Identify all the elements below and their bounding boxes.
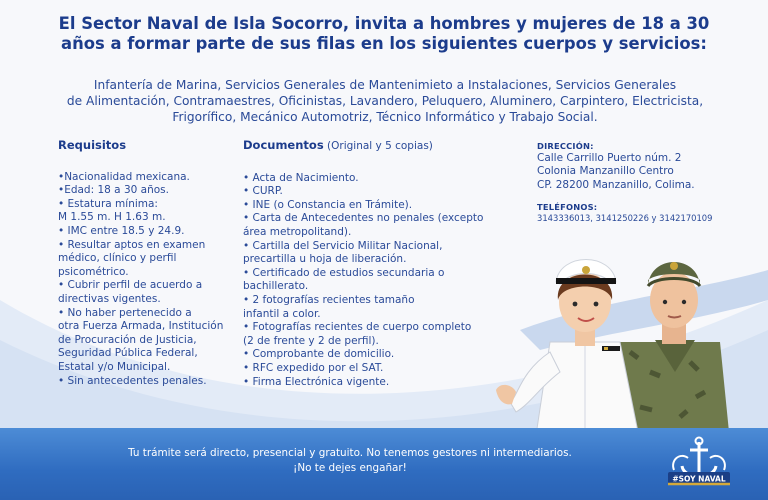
address-line-1: Calle Carrillo Puerto núm. 2 xyxy=(537,152,682,164)
headline-line-2: años a formar parte de sus filas en los siguientes cuerpos y servicios: xyxy=(61,34,707,53)
requirement-item: • Resultar aptos en examen médico, clínico y perfil psicométrico. xyxy=(58,238,206,278)
headline xyxy=(20,14,748,54)
documents-title: Documentos xyxy=(243,138,324,152)
headline-line-1: El Sector Naval de Isla Socorro, invita a hombres y mujeres de 18 a 30 xyxy=(58,14,710,33)
documents-heading xyxy=(243,139,503,154)
requirements-section xyxy=(58,139,233,388)
logo-text: #SOY NAVAL xyxy=(672,474,726,484)
document-item: • Firma Electrónica vigente. xyxy=(243,375,390,388)
document-item: • Cartilla del Servicio Militar Nacional, precartilla u hoja de liberación. xyxy=(243,239,443,266)
document-item: • CURP. xyxy=(243,185,283,198)
services-line-1: Infantería de Marina, Servicios Generales de Mantenimieto a Instalaciones, Servicios Generales xyxy=(93,78,677,92)
requirement-item: • IMC entre 18.5 y 24.9. xyxy=(58,224,185,237)
sailor-figure xyxy=(496,260,640,443)
requirement-item: • No haber pertenecido a otra Fuerza Armada, Institución de Procuración de Justicia, Seguridad Pública Federal, Estatal y/o Municipal. xyxy=(58,306,224,373)
requirement-item: • Sin antecedentes penales. xyxy=(58,374,207,387)
requirements-title: Requisitos xyxy=(58,138,127,152)
navy-personnel-illustration xyxy=(490,222,740,442)
documents-subtitle: (Original y 5 copias) xyxy=(327,140,433,152)
document-item: • Acta de Nacimiento. xyxy=(243,171,359,184)
documents-section xyxy=(243,139,503,389)
requirement-item: • Estatura mínima: M 1.55 m. H 1.63 m. xyxy=(58,197,166,224)
requirement-item: • Cubrir perfil de acuerdo a directivas vigentes. xyxy=(58,279,203,305)
requirement-item: •Edad: 18 a 30 años. xyxy=(58,184,169,197)
document-item: • Certificado de estudios secundaria o bachillerato. xyxy=(243,266,445,293)
address xyxy=(537,152,752,192)
footer-line-2: ¡No te dejes engañar! xyxy=(293,461,407,474)
services-line-2: de Alimentación, Contramaestres, Oficinistas, Lavandero, Peluquero, Aluminero, Carpintero, Electricista, xyxy=(66,94,704,108)
services-line-3: Frigorífico, Mecánico Automotriz, Técnico Informático y Trabajo Social. xyxy=(172,110,598,124)
document-item: • Fotografías recientes de cuerpo completo (2 de frente y 2 de perfil). xyxy=(243,321,472,347)
footer-line-1: Tu trámite será directo, presencial y gratuito. No tenemos gestores ni intermediarios. xyxy=(128,447,572,459)
phone-numbers: 3143336013, 3141250226 y 3142170109 xyxy=(537,212,713,223)
footer-message xyxy=(60,446,640,475)
document-item: • Comprobante de domicilio. xyxy=(243,348,395,361)
documents-list xyxy=(243,172,503,390)
document-item: • RFC expedido por el SAT. xyxy=(243,361,384,374)
requirements-list xyxy=(58,171,233,389)
document-item: • Carta de Antecedentes no penales (excepto área metropolitand). xyxy=(243,212,484,238)
address-label: DIRECCIÓN: xyxy=(537,141,594,151)
document-item: • 2 fotografías recientes tamaño infantil a color. xyxy=(243,293,415,320)
services-list xyxy=(40,77,730,125)
phones-label: TELÉFONOS: xyxy=(537,201,598,212)
address-line-2: Colonia Manzanillo Centro xyxy=(537,165,674,178)
contact-section xyxy=(537,141,752,223)
address-line-3: CP. 28200 Manzanillo, Colima. xyxy=(537,178,695,191)
document-item: • INE (o Constancia en Trámite). xyxy=(243,198,413,211)
soy-naval-logo xyxy=(664,436,734,492)
requirement-item: •Nacionalidad mexicana. xyxy=(58,170,190,183)
